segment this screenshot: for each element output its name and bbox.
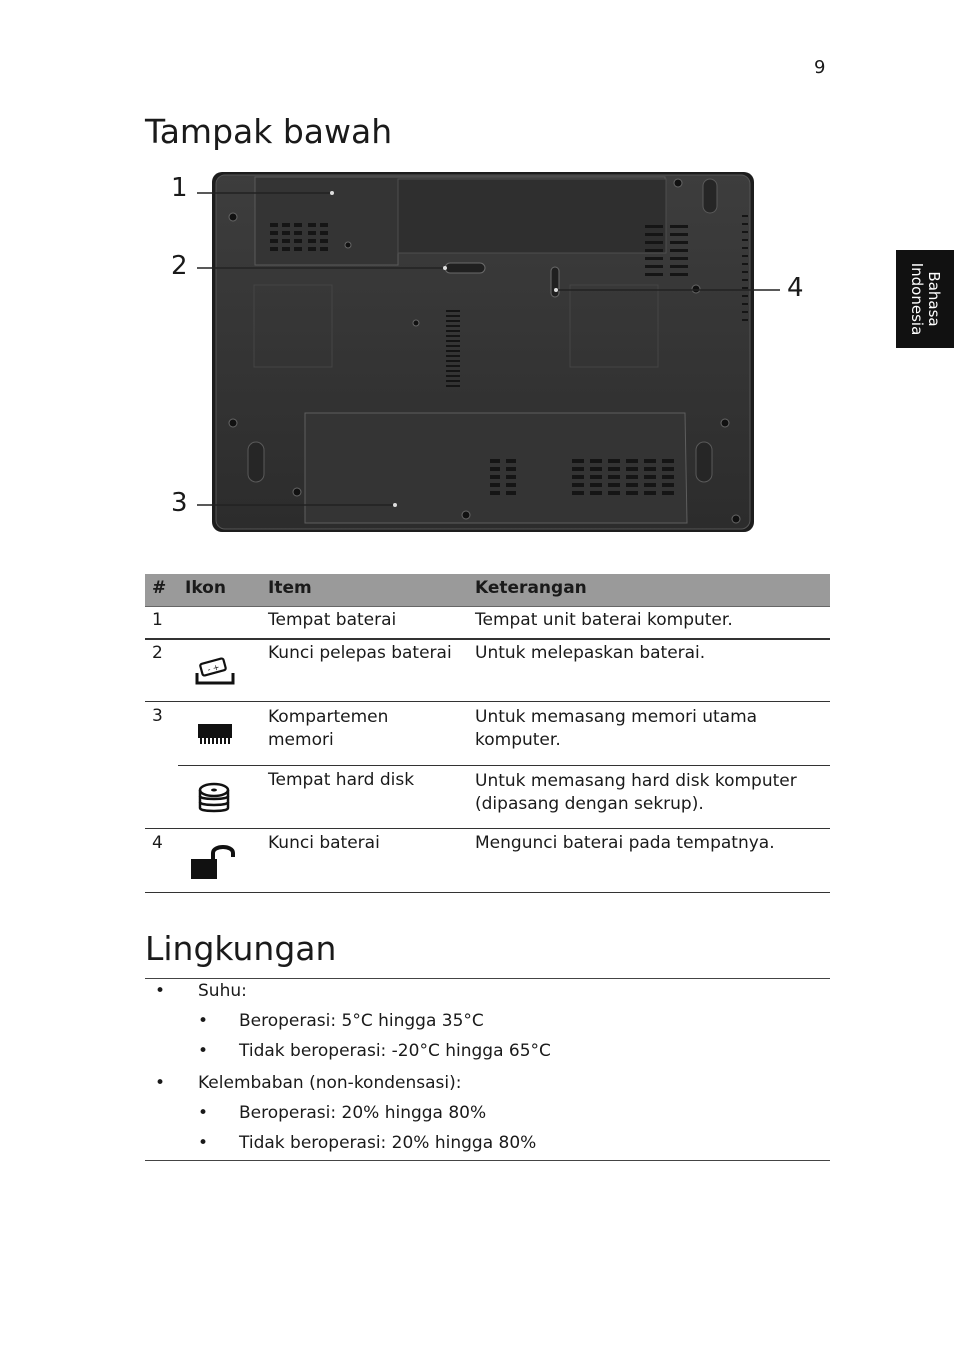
- bullet-dot: •: [198, 1041, 209, 1061]
- row-description-line-2: (dipasang dengan sekrup).: [475, 794, 704, 814]
- section-title-environment: Lingkungan: [145, 929, 337, 968]
- header-description: Keterangan: [475, 578, 587, 598]
- row-item-line-2: memori: [268, 730, 334, 750]
- header-number: #: [152, 578, 167, 598]
- row-item: Tempat hard disk: [268, 770, 415, 790]
- hard-disk-icon: [197, 781, 231, 822]
- row-item: Kunci pelepas baterai: [268, 643, 452, 663]
- callout-2: 2: [171, 251, 188, 281]
- header-item: Item: [268, 578, 312, 598]
- svg-text:- +: - +: [206, 662, 221, 675]
- table-row: [145, 766, 830, 829]
- list-item-label: Suhu:: [198, 981, 247, 1001]
- components-table: [145, 574, 830, 893]
- row-number: 4: [152, 833, 163, 853]
- bullet-dot: •: [198, 1011, 209, 1031]
- table-header: [145, 574, 830, 607]
- row-number: 1: [152, 610, 163, 630]
- row-description: Tempat unit baterai komputer.: [475, 610, 733, 630]
- row-description: Mengunci baterai pada tempatnya.: [475, 833, 775, 853]
- bullet-dot: •: [155, 981, 166, 1001]
- table-row: [145, 829, 830, 893]
- callout-3: 3: [171, 488, 188, 518]
- callout-4: 4: [787, 273, 804, 303]
- memory-icon: [197, 722, 233, 751]
- language-tab: [896, 250, 954, 348]
- row-description-line-2: komputer.: [475, 730, 561, 750]
- row-divider: [145, 892, 830, 893]
- battery-lock-icon: [191, 843, 239, 886]
- row-item: Tempat baterai: [268, 610, 397, 630]
- list-subitem-label: Beroperasi: 5°C hingga 35°C: [239, 1011, 484, 1031]
- row-number: 2: [152, 643, 163, 663]
- bullet-dot: •: [198, 1133, 209, 1153]
- list-subitem-label: Tidak beroperasi: 20% hingga 80%: [239, 1133, 537, 1153]
- section-divider-bottom: [145, 1160, 830, 1161]
- row-item: [268, 706, 388, 752]
- header-icon: Ikon: [185, 578, 226, 598]
- bullet-dot: •: [155, 1073, 166, 1093]
- list-item-label: Kelembaban (non-kondensasi):: [198, 1073, 462, 1093]
- bullet-dot: •: [198, 1103, 209, 1123]
- page-number: 9: [814, 57, 826, 78]
- table-row: [145, 639, 830, 702]
- language-tab-line-1: Bahasa: [925, 271, 943, 327]
- section-title-bottom-view: Tampak bawah: [145, 112, 393, 151]
- row-description-line-1: Untuk memasang hard disk komputer: [475, 771, 797, 791]
- battery-release-icon: [195, 657, 235, 692]
- row-description: [475, 706, 757, 752]
- callout-1: 1: [171, 173, 188, 203]
- laptop-bottom-figure: [160, 165, 820, 540]
- row-item: Kunci baterai: [268, 833, 380, 853]
- laptop-bottom-illustration: [160, 165, 820, 540]
- section-divider-top: [145, 978, 830, 979]
- row-description: Untuk melepaskan baterai.: [475, 643, 706, 663]
- row-number: 3: [152, 706, 163, 726]
- table-row: [145, 702, 830, 766]
- list-subitem-label: Tidak beroperasi: -20°C hingga 65°C: [239, 1041, 551, 1061]
- row-description: [475, 770, 797, 816]
- language-tab-line-2: Indonesia: [908, 262, 926, 336]
- list-subitem-label: Beroperasi: 20% hingga 80%: [239, 1103, 487, 1123]
- table-row: [145, 607, 830, 639]
- row-description-line-1: Untuk memasang memori utama: [475, 707, 758, 727]
- row-item-line-1: Kompartemen: [268, 707, 389, 727]
